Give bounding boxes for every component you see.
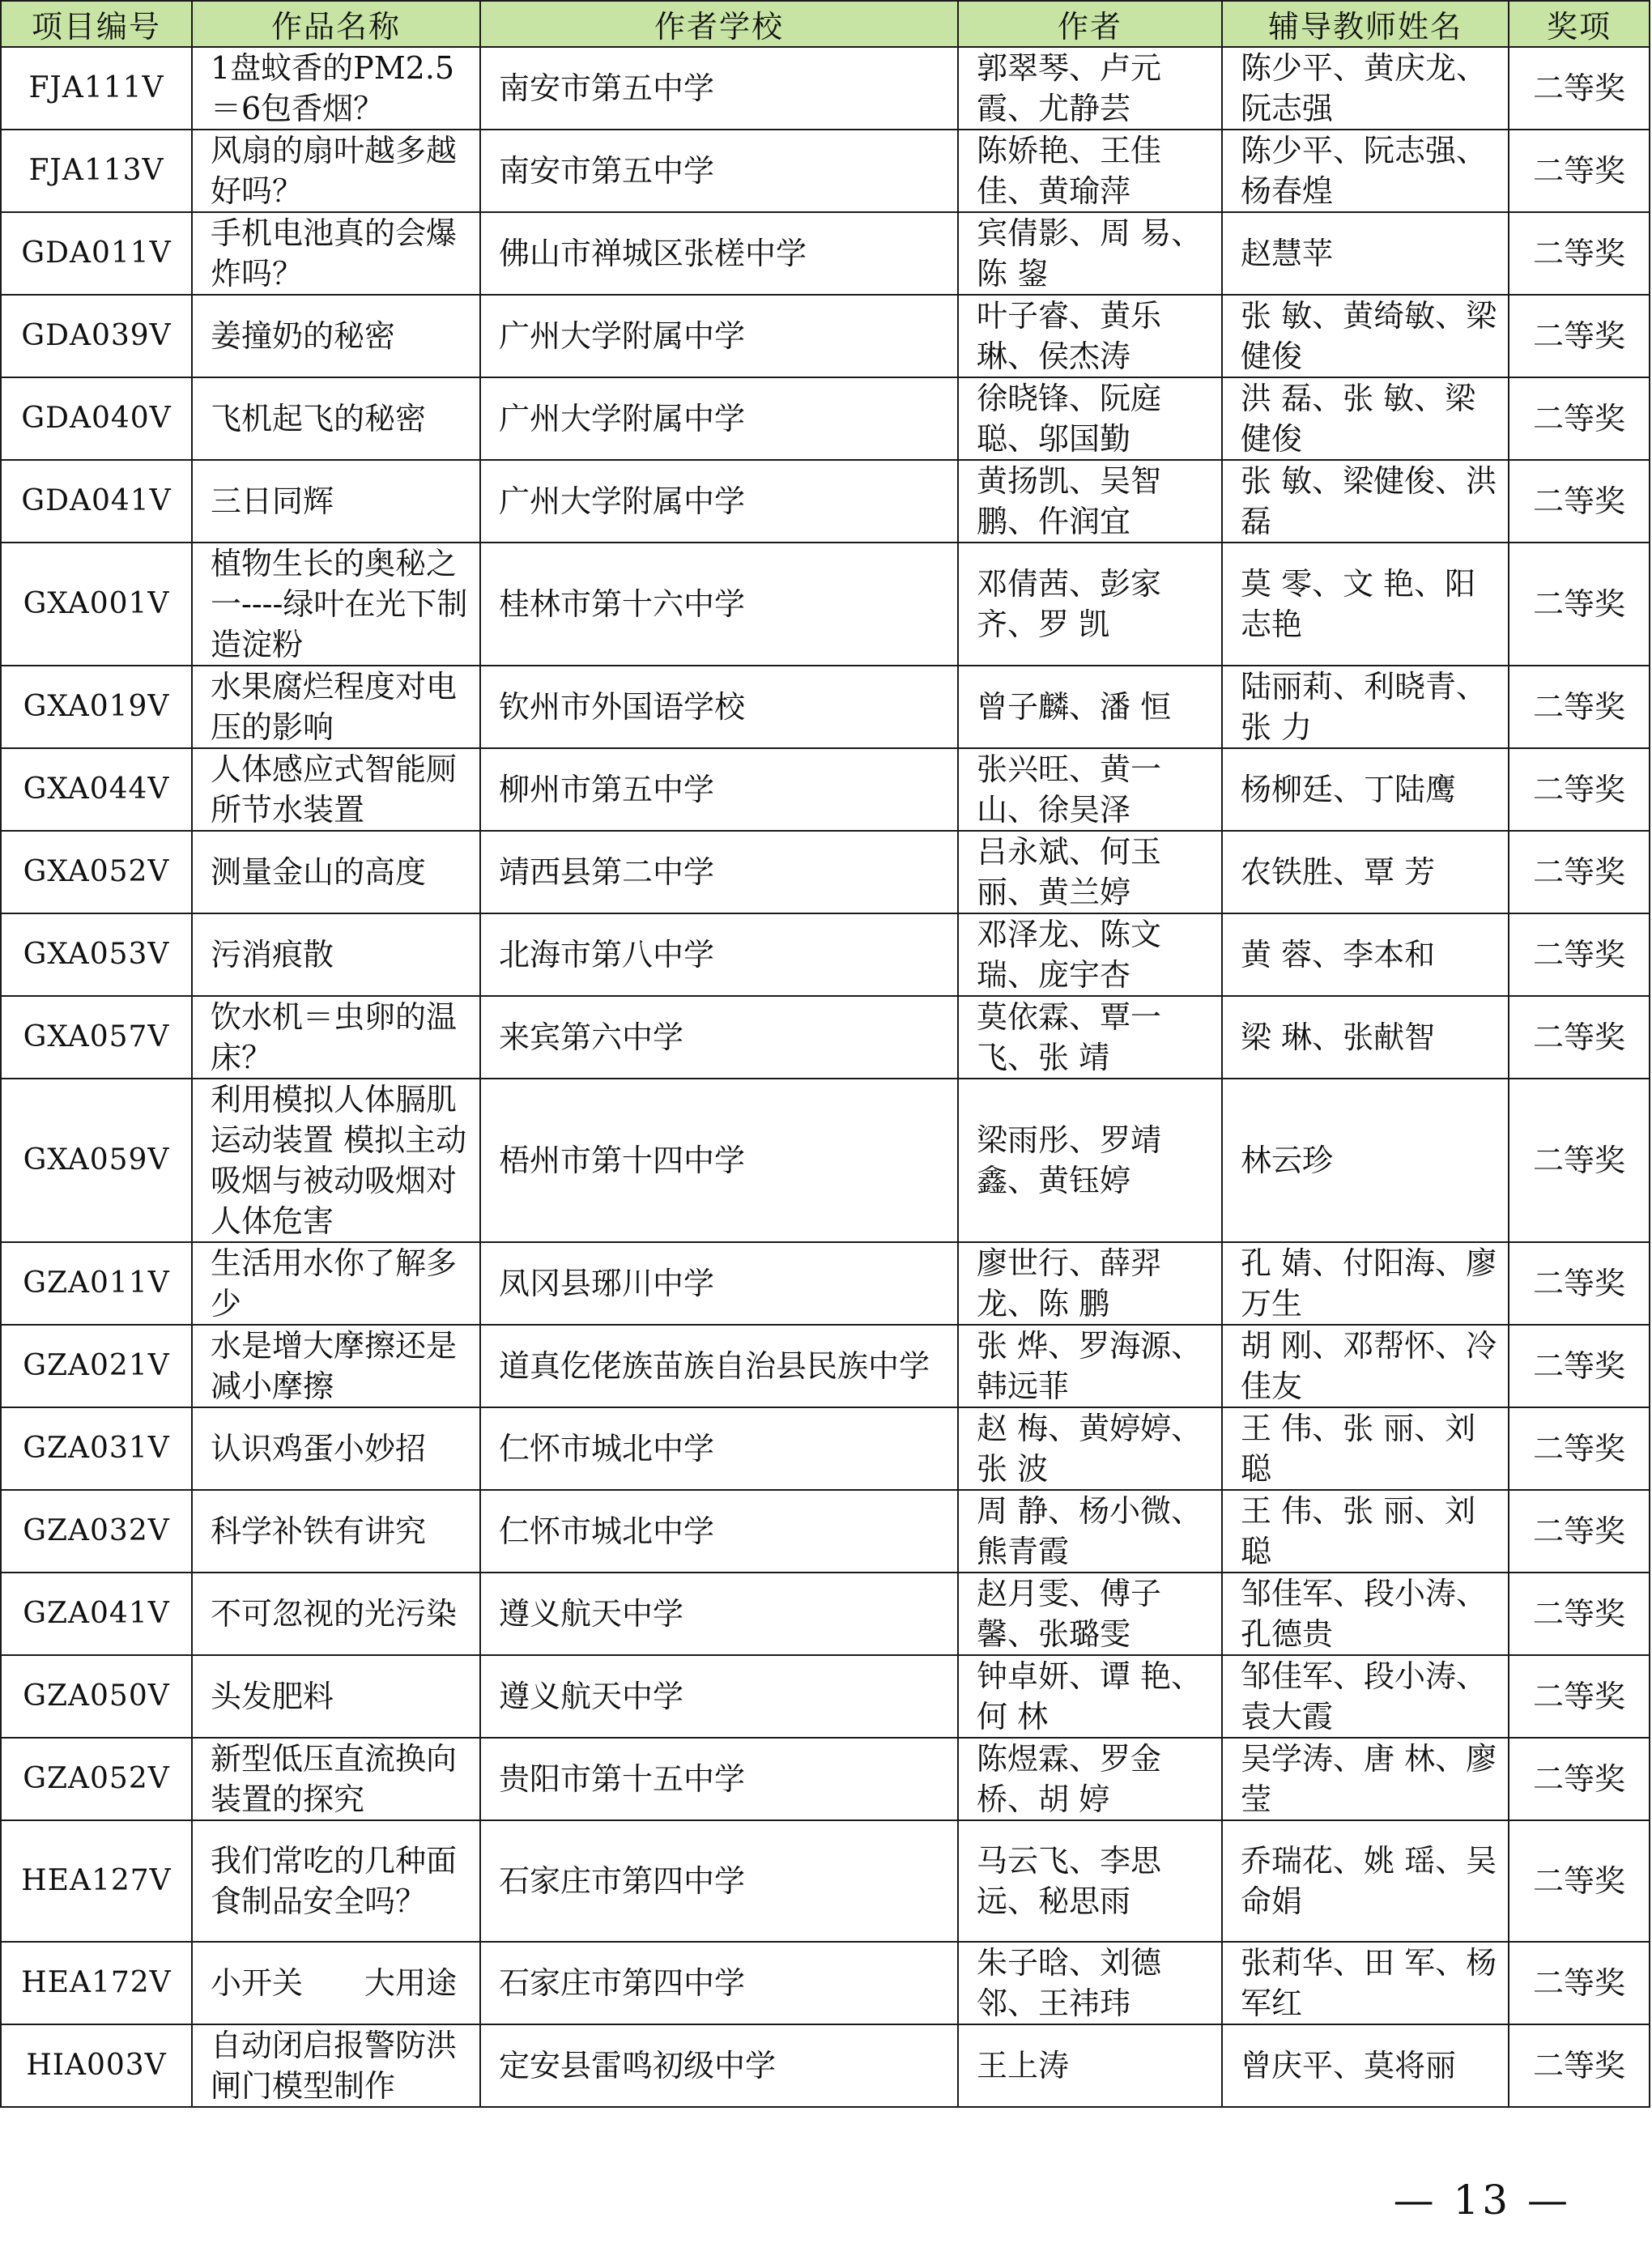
- cell-school: 凤冈县琊川中学: [480, 1242, 958, 1325]
- cell-authors: 周 静、杨小微、熊青霞: [958, 1490, 1222, 1573]
- table-row: [1, 1738, 1650, 1820]
- table-row: [1, 543, 1650, 666]
- cell-authors: 邓泽龙、陈文瑞、庞宇杏: [958, 913, 1222, 996]
- cell-award: 二等奖: [1509, 996, 1650, 1079]
- table-body: [1, 47, 1650, 2107]
- cell-code: GZA032V: [1, 1490, 192, 1573]
- cell-code: GXA001V: [1, 543, 192, 666]
- table-row: [1, 2024, 1650, 2107]
- cell-teachers: 莫 零、文 艳、阳志艳: [1222, 543, 1509, 666]
- cell-code: GZA052V: [1, 1738, 192, 1820]
- cell-authors: 朱子晗、刘德邻、王祎玮: [958, 1942, 1222, 2024]
- cell-code: GXA052V: [1, 831, 192, 913]
- cell-award: 二等奖: [1509, 543, 1650, 666]
- cell-teachers: 王 伟、张 丽、刘 聪: [1222, 1407, 1509, 1490]
- cell-authors: 张 烨、罗海源、韩远菲: [958, 1325, 1222, 1407]
- cell-school: 贵阳市第十五中学: [480, 1738, 958, 1820]
- cell-code: GZA021V: [1, 1325, 192, 1407]
- cell-teachers: 张莉华、田 军、杨军红: [1222, 1942, 1509, 2024]
- cell-authors: 曾子麟、潘 恒: [958, 666, 1222, 748]
- cell-authors: 黄扬凯、吴智鹏、仵润宜: [958, 460, 1222, 543]
- cell-school: 佛山市禅城区张槎中学: [480, 212, 958, 295]
- cell-authors: 钟卓妍、谭 艳、何 林: [958, 1655, 1222, 1738]
- cell-authors: 陈娇艳、王佳佳、黄瑜萍: [958, 130, 1222, 212]
- table-row: [1, 212, 1650, 295]
- cell-code: HEA172V: [1, 1942, 192, 2024]
- table-row: [1, 913, 1650, 996]
- cell-award: 二等奖: [1509, 460, 1650, 543]
- cell-award: 二等奖: [1509, 1407, 1650, 1490]
- cell-school: 仁怀市城北中学: [480, 1407, 958, 1490]
- cell-teachers: 黄 蓉、李本和: [1222, 913, 1509, 996]
- cell-award: 二等奖: [1509, 1325, 1650, 1407]
- cell-school: 梧州市第十四中学: [480, 1079, 958, 1242]
- table-row: [1, 1325, 1650, 1407]
- cell-authors: 宾倩影、周 易、陈 鋆: [958, 212, 1222, 295]
- table-row: [1, 130, 1650, 212]
- cell-award: 二等奖: [1509, 47, 1650, 130]
- cell-award: 二等奖: [1509, 1490, 1650, 1573]
- table-row: [1, 1242, 1650, 1325]
- cell-code: HIA003V: [1, 2024, 192, 2107]
- cell-teachers: 孔 婧、付阳海、廖万生: [1222, 1242, 1509, 1325]
- cell-award: 二等奖: [1509, 1820, 1650, 1942]
- cell-award: 二等奖: [1509, 2024, 1650, 2107]
- cell-code: GZA041V: [1, 1573, 192, 1655]
- cell-code: GDA011V: [1, 212, 192, 295]
- table-row: [1, 666, 1650, 748]
- cell-award: 二等奖: [1509, 1655, 1650, 1738]
- cell-award: 二等奖: [1509, 212, 1650, 295]
- cell-authors: 吕永斌、何玉丽、黄兰婷: [958, 831, 1222, 913]
- cell-authors: 王上涛: [958, 2024, 1222, 2107]
- cell-authors: 叶子睿、黄乐琳、侯杰涛: [958, 295, 1222, 377]
- cell-code: FJA113V: [1, 130, 192, 212]
- table-row: [1, 1820, 1650, 1942]
- cell-title: 飞机起飞的秘密: [192, 377, 480, 460]
- cell-title: 污消痕散: [192, 913, 480, 996]
- cell-authors: 徐晓锋、阮庭聪、邬国勤: [958, 377, 1222, 460]
- cell-teachers: 胡 刚、邓帮怀、冷佳友: [1222, 1325, 1509, 1407]
- cell-teachers: 林云珍: [1222, 1079, 1509, 1242]
- cell-authors: 梁雨彤、罗靖鑫、黄钰婷: [958, 1079, 1222, 1242]
- header-code: 项目编号: [1, 1, 192, 47]
- cell-teachers: 王 伟、张 丽、刘 聪: [1222, 1490, 1509, 1573]
- header-row: [1, 1, 1650, 47]
- cell-school: 南安市第五中学: [480, 130, 958, 212]
- cell-code: FJA111V: [1, 47, 192, 130]
- cell-school: 遵义航天中学: [480, 1573, 958, 1655]
- table-row: [1, 460, 1650, 543]
- cell-title: 风扇的扇叶越多越好吗？: [192, 130, 480, 212]
- cell-title: 三日同辉: [192, 460, 480, 543]
- cell-school: 广州大学附属中学: [480, 460, 958, 543]
- table-header: [1, 1, 1650, 47]
- cell-authors: 马云飞、李思远、秘思雨: [958, 1820, 1222, 1942]
- table-row: [1, 996, 1650, 1079]
- header-title: 作品名称: [192, 1, 480, 47]
- cell-code: GZA031V: [1, 1407, 192, 1490]
- cell-award: 二等奖: [1509, 295, 1650, 377]
- table-row: [1, 831, 1650, 913]
- table-row: [1, 1942, 1650, 2024]
- cell-authors: 赵 梅、黄婷婷、张 波: [958, 1407, 1222, 1490]
- cell-school: 北海市第八中学: [480, 913, 958, 996]
- cell-teachers: 梁 琳、张献智: [1222, 996, 1509, 1079]
- cell-teachers: 洪 磊、张 敏、梁健俊: [1222, 377, 1509, 460]
- cell-award: 二等奖: [1509, 1242, 1650, 1325]
- cell-code: HEA127V: [1, 1820, 192, 1942]
- header-award: 奖项: [1509, 1, 1650, 47]
- cell-title: 饮水机＝虫卵的温床？: [192, 996, 480, 1079]
- cell-title: 手机电池真的会爆炸吗？: [192, 212, 480, 295]
- cell-title: 认识鸡蛋小妙招: [192, 1407, 480, 1490]
- cell-teachers: 张 敏、梁健俊、洪 磊: [1222, 460, 1509, 543]
- table-row: [1, 748, 1650, 831]
- cell-title: 人体感应式智能厕所节水装置: [192, 748, 480, 831]
- cell-school: 南安市第五中学: [480, 47, 958, 130]
- cell-teachers: 吴学涛、唐 林、廖 莹: [1222, 1738, 1509, 1820]
- cell-school: 石家庄市第四中学: [480, 1942, 958, 2024]
- cell-code: GDA040V: [1, 377, 192, 460]
- cell-award: 二等奖: [1509, 1079, 1650, 1242]
- cell-teachers: 张 敏、黄绮敏、梁健俊: [1222, 295, 1509, 377]
- cell-award: 二等奖: [1509, 377, 1650, 460]
- cell-award: 二等奖: [1509, 666, 1650, 748]
- cell-title: 水果腐烂程度对电压的影响: [192, 666, 480, 748]
- cell-title: 科学补铁有讲究: [192, 1490, 480, 1573]
- cell-title: 头发肥料: [192, 1655, 480, 1738]
- cell-code: GXA044V: [1, 748, 192, 831]
- cell-title: 自动闭启报警防洪闸门模型制作: [192, 2024, 480, 2107]
- cell-school: 广州大学附属中学: [480, 377, 958, 460]
- cell-teachers: 陈少平、黄庆龙、阮志强: [1222, 47, 1509, 130]
- cell-title: 新型低压直流换向装置的探究: [192, 1738, 480, 1820]
- cell-school: 桂林市第十六中学: [480, 543, 958, 666]
- cell-code: GXA053V: [1, 913, 192, 996]
- table-row: [1, 47, 1650, 130]
- cell-authors: 张兴旺、黄一山、徐昊泽: [958, 748, 1222, 831]
- cell-teachers: 邹佳军、段小涛、孔德贵: [1222, 1573, 1509, 1655]
- cell-code: GZA050V: [1, 1655, 192, 1738]
- cell-authors: 赵月雯、傅子馨、张璐雯: [958, 1573, 1222, 1655]
- cell-school: 道真仡佬族苗族自治县民族中学: [480, 1325, 958, 1407]
- cell-school: 定安县雷鸣初级中学: [480, 2024, 958, 2107]
- cell-code: GXA019V: [1, 666, 192, 748]
- table-row: [1, 1490, 1650, 1573]
- table-row: [1, 377, 1650, 460]
- cell-title: 生活用水你了解多少: [192, 1242, 480, 1325]
- cell-code: GDA039V: [1, 295, 192, 377]
- table-row: [1, 1655, 1650, 1738]
- cell-school: 柳州市第五中学: [480, 748, 958, 831]
- cell-school: 钦州市外国语学校: [480, 666, 958, 748]
- cell-award: 二等奖: [1509, 130, 1650, 212]
- cell-title: 不可忽视的光污染: [192, 1573, 480, 1655]
- cell-title: 植物生长的奥秘之一----绿叶在光下制造淀粉: [192, 543, 480, 666]
- header-school: 作者学校: [480, 1, 958, 47]
- cell-title: 1盘蚊香的PM2.5＝6包香烟？: [192, 47, 480, 130]
- cell-teachers: 杨柳廷、丁陆鹰: [1222, 748, 1509, 831]
- cell-award: 二等奖: [1509, 831, 1650, 913]
- cell-award: 二等奖: [1509, 1942, 1650, 2024]
- cell-code: GXA057V: [1, 996, 192, 1079]
- cell-award: 二等奖: [1509, 748, 1650, 831]
- cell-teachers: 乔瑞花、姚 瑶、吴命娟: [1222, 1820, 1509, 1942]
- cell-title: 利用模拟人体膈肌运动装置 模拟主动吸烟与被动吸烟对人体危害: [192, 1079, 480, 1242]
- cell-school: 靖西县第二中学: [480, 831, 958, 913]
- page-number: — 13 —: [1393, 2177, 1571, 2224]
- cell-teachers: 赵慧苹: [1222, 212, 1509, 295]
- cell-teachers: 陈少平、阮志强、杨春煌: [1222, 130, 1509, 212]
- cell-title: 我们常吃的几种面食制品安全吗？: [192, 1820, 480, 1942]
- cell-code: GXA059V: [1, 1079, 192, 1242]
- cell-teachers: 曾庆平、莫将丽: [1222, 2024, 1509, 2107]
- cell-authors: 莫依霖、覃一飞、张 靖: [958, 996, 1222, 1079]
- table-row: [1, 1079, 1650, 1242]
- cell-school: 来宾第六中学: [480, 996, 958, 1079]
- cell-authors: 廖世行、薛羿龙、陈 鹏: [958, 1242, 1222, 1325]
- cell-title: 姜撞奶的秘密: [192, 295, 480, 377]
- table-row: [1, 295, 1650, 377]
- cell-title: 小开关 大用途: [192, 1942, 480, 2024]
- cell-school: 广州大学附属中学: [480, 295, 958, 377]
- cell-award: 二等奖: [1509, 1738, 1650, 1820]
- cell-authors: 郭翠琴、卢元霞、尤静芸: [958, 47, 1222, 130]
- cell-authors: 陈煜霖、罗金桥、胡 婷: [958, 1738, 1222, 1820]
- cell-school: 石家庄市第四中学: [480, 1820, 958, 1942]
- cell-school: 仁怀市城北中学: [480, 1490, 958, 1573]
- cell-code: GZA011V: [1, 1242, 192, 1325]
- cell-teachers: 陆丽莉、利晓青、张 力: [1222, 666, 1509, 748]
- cell-code: GDA041V: [1, 460, 192, 543]
- cell-title: 水是增大摩擦还是减小摩擦: [192, 1325, 480, 1407]
- cell-award: 二等奖: [1509, 913, 1650, 996]
- table-row: [1, 1407, 1650, 1490]
- header-authors: 作者: [958, 1, 1222, 47]
- cell-authors: 邓倩茜、彭家齐、罗 凯: [958, 543, 1222, 666]
- cell-school: 遵义航天中学: [480, 1655, 958, 1738]
- cell-teachers: 邹佳军、段小涛、袁大霞: [1222, 1655, 1509, 1738]
- header-teachers: 辅导教师姓名: [1222, 1, 1509, 47]
- cell-award: 二等奖: [1509, 1573, 1650, 1655]
- cell-title: 测量金山的高度: [192, 831, 480, 913]
- cell-teachers: 农铁胜、覃 芳: [1222, 831, 1509, 913]
- table-row: [1, 1573, 1650, 1655]
